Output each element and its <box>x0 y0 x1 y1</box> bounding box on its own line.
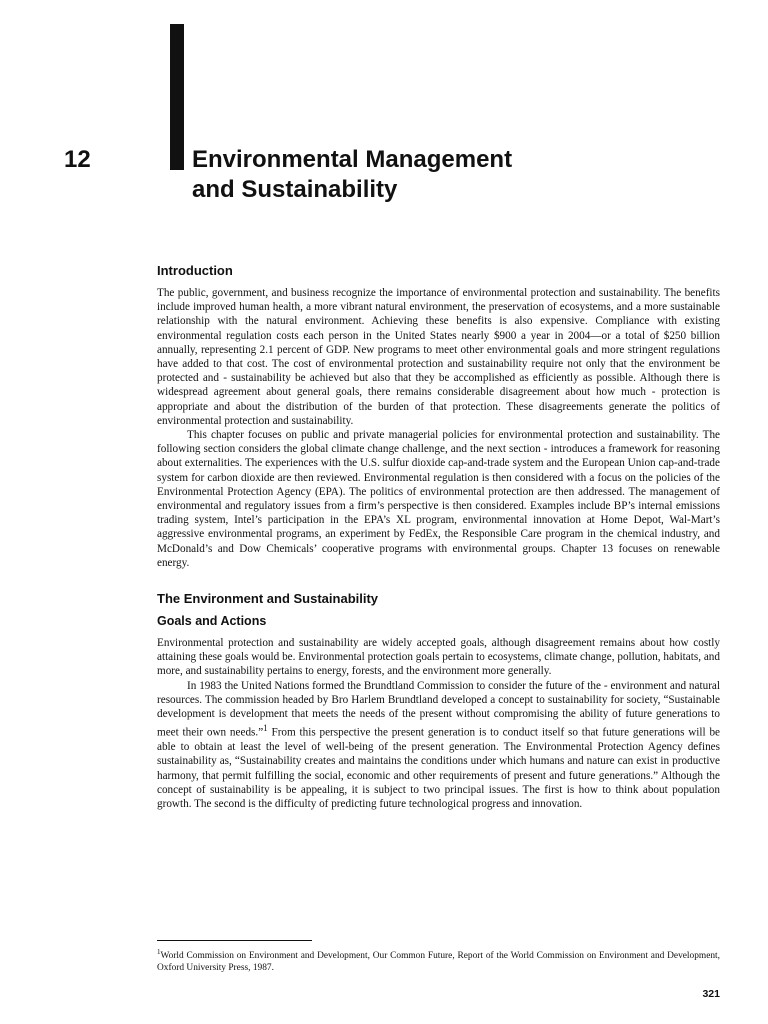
footnote-text: World Commission on Environment and Development, Our Common Future, Report of the World Commission on Environment and Development, Oxford University Press, 1987. <box>157 951 720 974</box>
chapter-title <box>192 145 612 205</box>
env-paragraph-2 <box>157 679 720 812</box>
page-body <box>157 262 720 811</box>
chapter-title-line2: and Sustainability <box>192 176 398 203</box>
chapter-number: 12 <box>64 146 91 173</box>
footnote-divider <box>157 940 312 941</box>
footnote-reference[interactable]: 1 <box>263 723 268 734</box>
env-paragraph-2-part1: In 1983 the United Nations formed the Brundtland Commission to consider the future of the - environment and natural resources. The commission headed by Bro Harlem Brundtland developed a concept to sustainability for society, “Sustainable development is development that meets the needs of the present without compromising the ability of future generations to meet their own needs.” <box>157 679 720 740</box>
intro-paragraph-2: This chapter focuses on public and private managerial policies for environmental protection and sustainability. The following section considers the global climate change challenge, and the next section - introduces a framework for reasoning about externalities. The experiences with the U.S. sulfur dioxide cap-and-trade system and the European Union cap-and-trade system for carbon dioxide are then reviewed. Environmental regulation is then considered with a focus on the policies of the Environmental Protection Agency (EPA). The politics of environmental protection are then addressed. The management of environmental and regulatory issues from a firm’s perspective is then considered. Examples include BP’s internal emissions trading system, Intel’s participation in the EPA’s XL program, environmental innovation at Home Depot, Wal-Mart’s aggressive environmental programs, an experiment by FedEx, the Responsible Care program in the chemical industry, and McDonald’s and Dow Chemicals’ cooperative programs with environmental groups. Chapter 13 focuses on renewable energy. <box>157 429 720 569</box>
intro-paragraph-1: The public, government, and business recognize the importance of environmental protection and sustainability. The benefits include improved human health, a more vibrant natural environment, the preservation of ecosystems, and a more sustainable relationship with the natural environment. Achieving these benefits is also expensive. Compliance with existing environmental regulation costs each person in the United States nearly $900 a year in 2004—or a total of $250 billion annually, representing 2.1 percent of GDP. New programs to meet other environmental goals and more stringent regulations have added to that cost. The cost of environmental protection and sustainability require not only that the environment be protected and - sustainability be achieved but also that they be accomplished as efficiently as possible. Although there is widespread agreement about general goals, there remains considerable disagreement about how much - protection is appropriate and about the distribution of the burden of that protection. These disagreements generate the politics of environmental protection and sustainability. <box>157 287 720 427</box>
introduction-heading: Introduction <box>157 263 233 278</box>
chapter-bar <box>170 24 184 170</box>
footnote <box>157 946 720 974</box>
page-number: 321 <box>702 988 720 1000</box>
chapter-title-line1: Environmental Management <box>192 146 513 173</box>
env-paragraph-2-part2: From this perspective the present generation is to conduct itself so that future generations will be able to obtain at least the level of well-being of the present generation. The Environmental Protection Agency defines sustainability as, “Sustainability creates and maintains the conditions under which humans and nature can exist in productive harmony, that permit fulfilling the social, economic and other requirements of present and future generations.” Although the concept of sustainability is be appealing, it is subject to two principal issues. The first is how to think about population growth. The second is the difficulty of predicting future technological progress and innovation. <box>157 727 721 811</box>
goals-subheading: Goals and Actions <box>157 614 267 629</box>
environment-section-heading: The Environment and Sustainability <box>157 591 379 607</box>
env-paragraph-1: Environmental protection and sustainability are widely accepted goals, although disagreement remains about how costly attaining these goals would be. Environmental protection goals pertain to ecosystems, climate change, pollution, habitats, and more, and sustainability pertains to energy, forests, and the environment more generally. <box>157 637 720 678</box>
footnote-mark: 1 <box>157 948 161 956</box>
